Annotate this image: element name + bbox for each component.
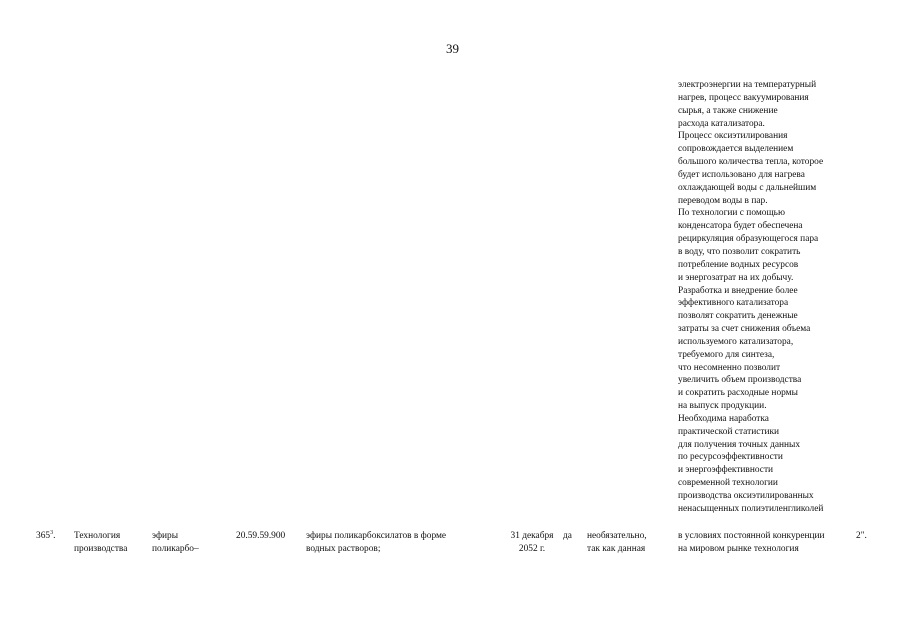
text-line: будет использовано для нагрева (678, 169, 805, 180)
text-line: Процесс оксиэтилирования (678, 131, 788, 142)
text-line: позволят сократить денежные (678, 311, 798, 322)
applicability-flag: да (563, 531, 572, 541)
text-line: и энергозатрат на их добычу. (678, 272, 794, 283)
justification (678, 530, 825, 555)
row-number (36, 530, 55, 543)
text-line: электроэнергии на температурный (678, 80, 817, 90)
text-line: Необходима наработка (678, 413, 769, 424)
okpd-code: 20.59.59.900 (236, 531, 286, 541)
text-line: по ресурсоэффективности (678, 452, 783, 463)
text-line: производства (74, 543, 128, 554)
justification-continuation (678, 79, 878, 516)
row-number-suffix: . (53, 531, 56, 541)
text-line: рециркуляция образующегося пара (678, 234, 819, 245)
text-line: По технологии с помощью (678, 208, 785, 219)
text-line: затраты за счет снижения объема (678, 324, 811, 335)
product-name (152, 530, 199, 555)
text-line: увеличить объем производства (678, 375, 802, 386)
product-description (306, 530, 446, 555)
text-line: большого количества тепла, которое (678, 157, 824, 168)
technology-name (74, 530, 127, 555)
text-line: на мировом рынке технология (678, 543, 799, 554)
text-line: охлаждающей воды с дальнейшим (678, 182, 817, 193)
text-line: 31 декабря (510, 531, 554, 541)
text-line: используемого катализатора, (678, 336, 794, 347)
row-number-superscript: 3 (50, 529, 54, 536)
text-line: эфиры поликарбоксилатов в форме (306, 531, 447, 541)
deadline-date (504, 530, 560, 555)
text-line: на выпуск продукции. (678, 401, 767, 412)
text-line: потребление водных ресурсов (678, 259, 799, 270)
text-line: и сократить расходные нормы (678, 388, 798, 399)
text-line: сопровождается выделением (678, 144, 794, 155)
text-line: сырья, а также снижение (678, 105, 778, 116)
text-line: Технология (74, 531, 121, 541)
text-line: так как данная (587, 543, 646, 554)
text-line: в воду, что позволит сократить (678, 246, 801, 257)
text-line: для получения точных данных (678, 439, 801, 450)
text-line: эффективного катализатора (678, 298, 789, 309)
text-line: Разработка и внедрение более (678, 285, 798, 296)
text-line: поликарбо– (152, 543, 199, 554)
text-line: конденсатора будет обеспечена (678, 221, 803, 232)
text-line: водных растворов; (306, 543, 381, 554)
text-line: современной технологии (678, 478, 778, 489)
text-line: практической статистики (678, 426, 780, 437)
text-line: в условиях постоянной конкуренции (678, 531, 825, 541)
text-line: ненасыщенных полиэтиленгликолей (678, 503, 824, 514)
page-number: 39 (446, 41, 459, 56)
text-line: расхода катализатора. (678, 118, 765, 129)
text-line: необязательно, (587, 531, 647, 541)
text-line: эфиры (152, 531, 179, 541)
text-line: 2052 г. (518, 543, 546, 554)
text-line: требуемого для синтеза, (678, 349, 775, 360)
end-mark: 2". (856, 531, 867, 541)
row-number-main: 365 (36, 531, 51, 541)
text-line: что несомненно позволит (678, 362, 781, 373)
text-line: переводом воды в пар. (678, 195, 768, 206)
text-line: нагрев, процесс вакуумирования (678, 92, 809, 103)
text-line: и энергоэффективности (678, 465, 774, 476)
optional-note (587, 530, 647, 555)
text-line: производства оксиэтилированных (678, 491, 814, 501)
